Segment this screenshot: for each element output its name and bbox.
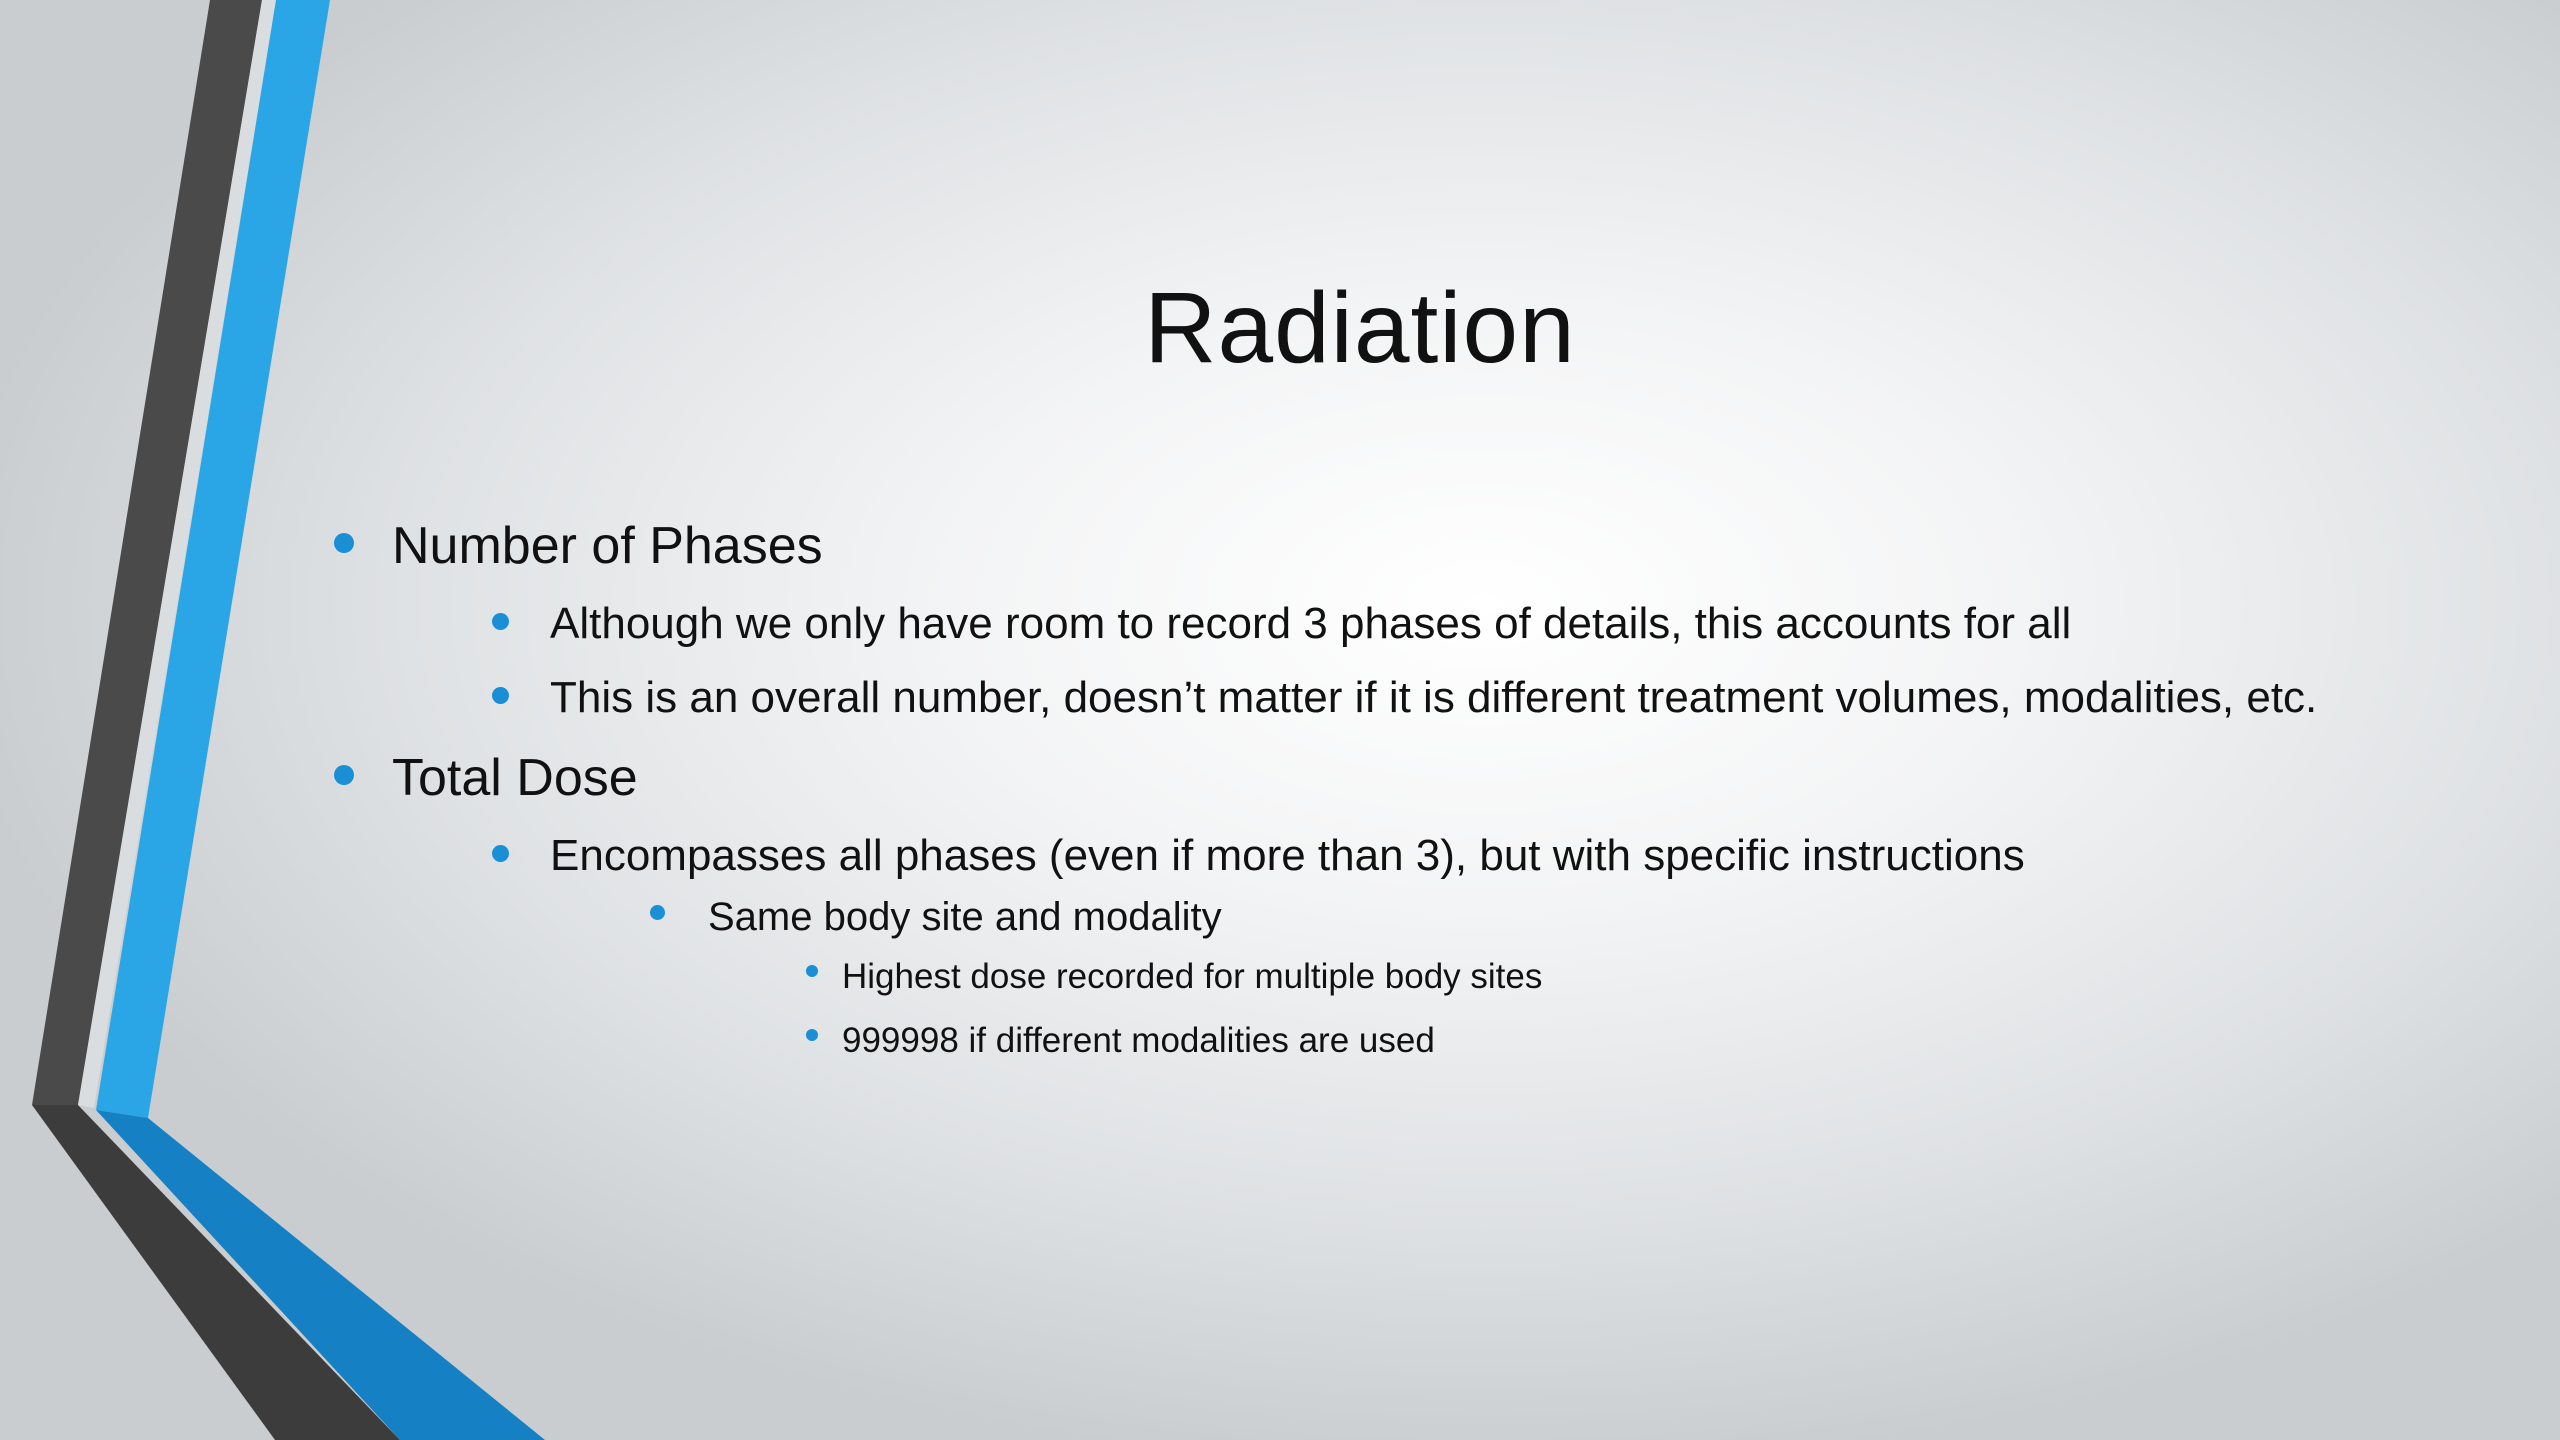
bullet-dot-icon	[492, 687, 509, 704]
bullet-dot-icon	[492, 613, 509, 630]
bullet-same-body-site	[646, 893, 2350, 1063]
sub-bullet-list	[550, 893, 2350, 1063]
bullet-999998	[804, 1019, 2350, 1063]
bullet-dot-icon	[334, 765, 354, 785]
decor-blue-band	[96, 0, 330, 1118]
slide-title: Radiation	[1144, 272, 1576, 384]
bullet-dot-icon	[650, 905, 665, 920]
bullet-text: 999998 if different modalities are used	[842, 1021, 1435, 1060]
decor-light-band	[78, 0, 276, 1108]
sub-bullet-list	[392, 831, 2350, 1063]
bullet-phases-record	[488, 599, 2350, 649]
bullet-highest-dose	[804, 955, 2350, 999]
bullet-encompasses	[488, 831, 2350, 1063]
bullet-text: Although we only have room to record 3 phases of details, this accounts for all	[550, 599, 2072, 648]
bullet-dot-icon	[334, 533, 354, 553]
bullet-text: Same body site and modality	[708, 895, 1222, 939]
bullet-dot-icon	[806, 1029, 818, 1041]
bullet-text: Encompasses all phases (even if more than 3), but with specific instructions	[550, 831, 2025, 880]
decor-dark-diagonal	[32, 1105, 400, 1440]
sub-bullet-list	[708, 955, 2350, 1063]
bullet-text: Highest dose recorded for multiple body sites	[842, 957, 1543, 996]
bullet-text: Total Dose	[392, 749, 638, 807]
bullet-phases-overall	[488, 673, 2350, 723]
bullet-text: This is an overall number, doesn’t matter if it is different treatment volumes, modalities, etc.	[550, 673, 2318, 722]
sub-bullet-list	[392, 599, 2350, 723]
decor-dark-band	[32, 0, 262, 1105]
bullet-total-dose	[330, 747, 2350, 1063]
bullet-dot-icon	[492, 845, 509, 862]
bullet-list	[330, 515, 2350, 1063]
bullet-number-of-phases	[330, 515, 2350, 723]
slide-content	[330, 515, 2350, 1087]
bullet-text: Number of Phases	[392, 517, 823, 575]
decor-blue-diagonal	[96, 1110, 545, 1440]
bullet-dot-icon	[806, 965, 818, 977]
